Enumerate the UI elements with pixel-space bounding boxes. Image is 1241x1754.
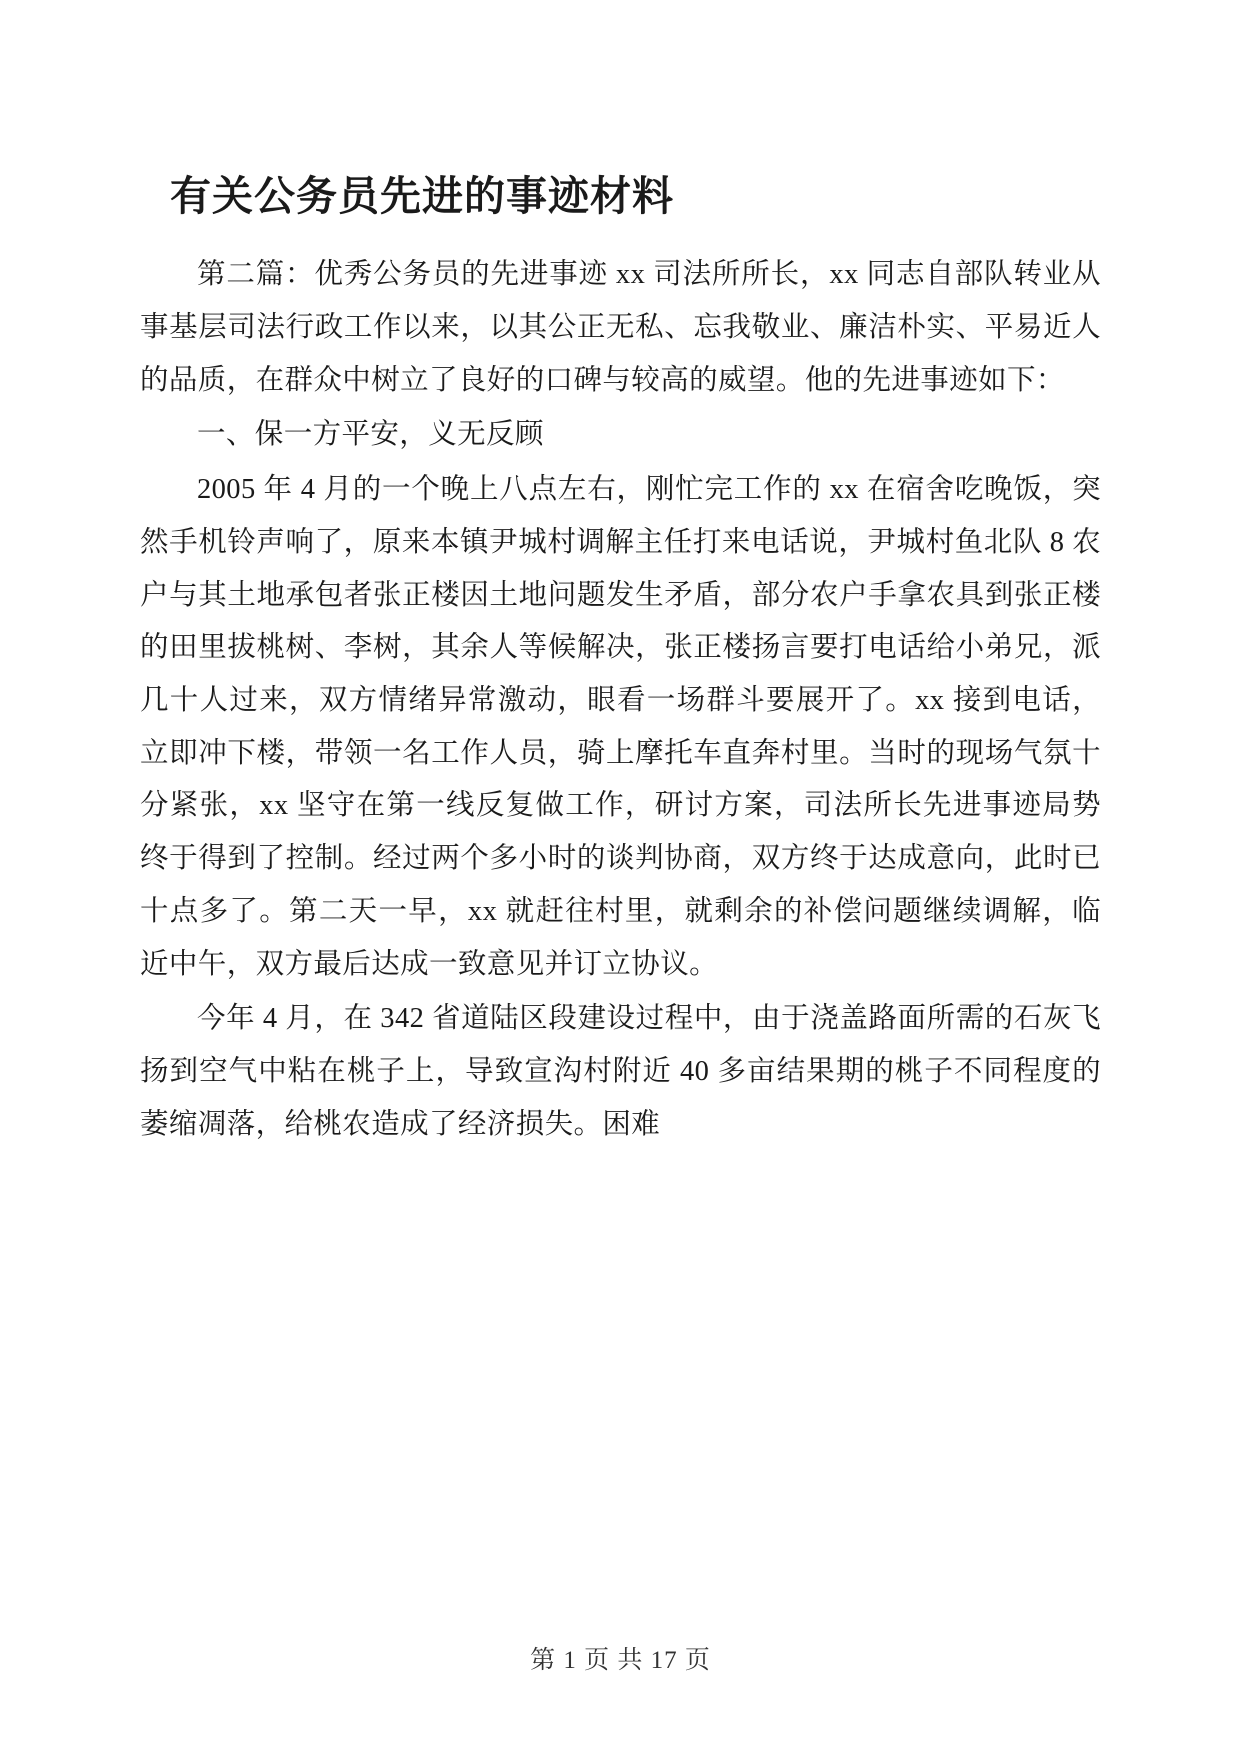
page-number-text: 第 1 页 共 17 页 bbox=[530, 1647, 711, 1674]
page-title: 有关公务员先进的事迹材料 bbox=[170, 173, 674, 219]
paragraph-section-heading: 一、保一方平安，义无反顾 bbox=[197, 419, 544, 451]
paragraph-body-2: 今年 4 月，在 342 省道陆区段建设过程中，由于浇盖路面所需的石灰飞扬到空气中粘在桃子上，导致宣沟村附近 40 多亩结果期的桃子不同程度的萎缩凋落，给桃农造成了经济损失。困难 bbox=[140, 1003, 1101, 1140]
page-footer bbox=[0, 1640, 1241, 1676]
paragraph-intro: 第二篇：优秀公务员的先进事迹 xx 司法所所长，xx 同志自部队转业从事基层司法行政工作以来，以其公正无私、忘我敬业、廉洁朴实、平易近人的品质，在群众中树立了良好的口碑与较高的威望。他的先进事迹如下： bbox=[140, 259, 1101, 396]
paragraph-body-1: 2005 年 4 月的一个晚上八点左右，刚忙完工作的 xx 在宿舍吃晚饭，突然手机铃声响了，原来本镇尹城村调解主任打来电话说，尹城村鱼北队 8 农户与其土地承包者张正楼因土地问题发生矛盾，部分农户手拿农具到张正楼的田里拔桃树、李树，其余人等候解决，张正楼扬言要打电话给小弟兄，派几十人过来，双方情绪异常激动，眼看一场群斗要展开了。xx 接到电话，立即冲下楼，带领一名工作人员，骑上摩托车直奔村里。当时的现场气氛十分紧张，xx 坚守在第一线反复做工作，研讨方案，司法所长先进事迹局势终于得到了控制。经过两个多小时的谈判协商，双方终于达成意向，此时已十点多了。第二天一早，xx 就赶往村里，就剩余的补偿问题继续调解，临近中午，双方最后达成一致意见并订立协议。 bbox=[140, 474, 1101, 980]
